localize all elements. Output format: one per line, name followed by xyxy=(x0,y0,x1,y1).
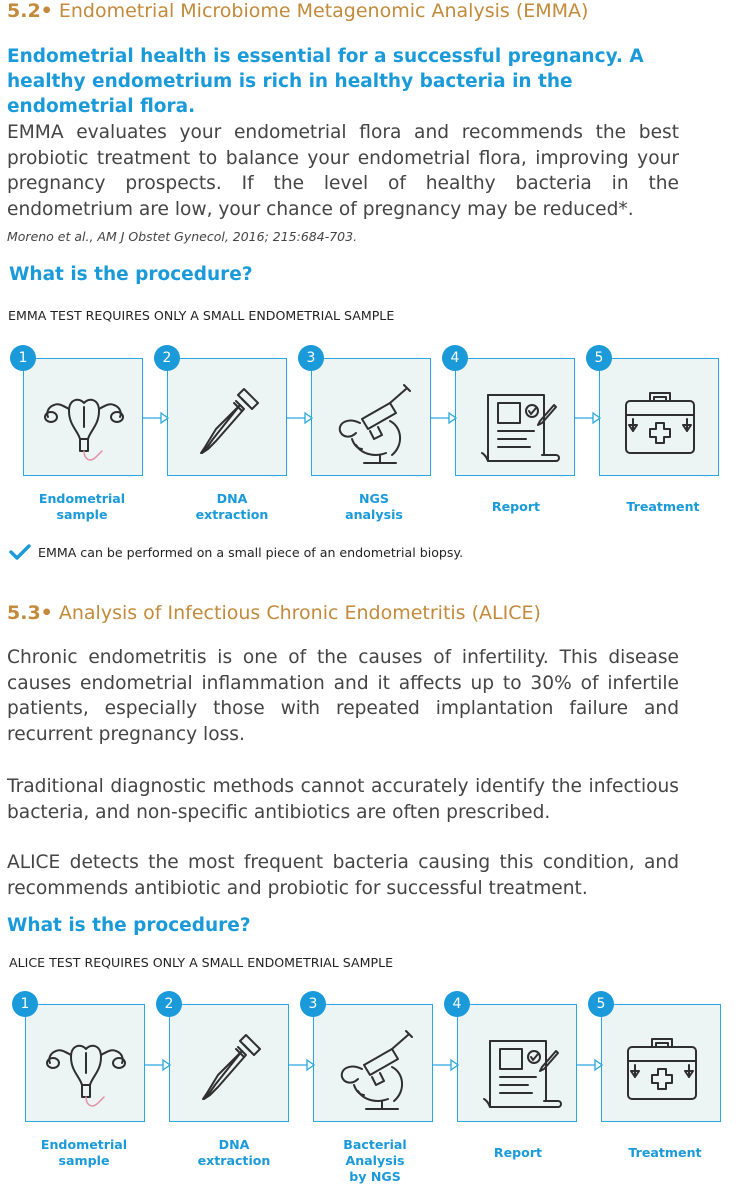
emma-requirement-note: EMMA TEST REQUIRES ONLY A SMALL ENDOMETRIAL SAMPLE xyxy=(8,308,395,323)
arrow-right-icon xyxy=(289,1058,315,1072)
arrow-right-icon xyxy=(145,1058,171,1072)
emma-step-2-label xyxy=(167,491,297,523)
uterus-icon xyxy=(26,1005,146,1123)
emma-section-title-text: Endometrial Microbiome Metagenomic Analysis (EMMA) xyxy=(58,0,589,22)
step-label-line: Endometrial xyxy=(40,1137,128,1152)
emma-step-2-badge: 2 xyxy=(154,345,180,371)
report-icon xyxy=(456,359,576,477)
emma-check-note-text: EMMA can be performed on a small piece of an endometrial biopsy. xyxy=(38,545,464,560)
alice-step-3-box xyxy=(313,1004,433,1122)
alice-section-title xyxy=(7,602,541,624)
arrow-right-icon xyxy=(287,411,313,425)
step-label-line: by NGS xyxy=(349,1169,401,1184)
emma-section-title xyxy=(7,0,588,22)
medkit-icon xyxy=(602,1005,722,1123)
uterus-icon xyxy=(24,359,144,477)
alice-step-4-label: Report xyxy=(493,1145,543,1160)
dropper-icon xyxy=(170,1005,290,1123)
emma-step-4-badge: 4 xyxy=(442,345,468,371)
alice-step-5-badge: 5 xyxy=(588,991,614,1017)
emma-citation: Moreno et al., AM J Obstet Gynecol, 2016; 215:684-703. xyxy=(7,229,358,244)
step-label-line: DNA xyxy=(216,491,248,506)
step-label-line: DNA xyxy=(218,1137,250,1152)
step-label-line: NGS xyxy=(359,491,389,506)
alice-section-title-text: Analysis of Infectious Chronic Endometritis (ALICE) xyxy=(58,602,541,624)
alice-description-3: ALICE detects the most frequent bacteria causing this condition, and recommends antibiotic and probiotic for successful treatment. xyxy=(7,852,679,899)
step-label-line: Analysis xyxy=(345,1153,405,1168)
emma-step-4-box xyxy=(455,358,575,476)
emma-step-4-label: Report xyxy=(491,499,541,514)
alice-description-1: Chronic endometritis is one of the causes of infertility. This disease causes endometrial inflammation and it affects up to 30% of infertile patients, especially those with repeated implantation failure and recurrent pregnancy loss. xyxy=(7,647,679,745)
report-icon xyxy=(458,1005,578,1123)
arrow-right-icon xyxy=(143,411,169,425)
alice-step-5-label: Treatment xyxy=(628,1145,702,1160)
microscope-icon xyxy=(314,1005,434,1123)
alice-step-2-badge: 2 xyxy=(156,991,182,1017)
step-label-line: Endometrial xyxy=(38,491,126,506)
step-label-line: sample xyxy=(58,1153,110,1168)
alice-step-3-badge: 3 xyxy=(300,991,326,1017)
emma-step-3-box xyxy=(311,358,431,476)
emma-procedure-heading: What is the procedure? xyxy=(9,264,253,285)
arrow-right-icon xyxy=(577,1058,603,1072)
dropper-icon xyxy=(168,359,288,477)
step-label-line: sample xyxy=(56,507,108,522)
alice-step-1-box xyxy=(25,1004,145,1122)
step-label-line: extraction xyxy=(197,1153,271,1168)
emma-description: EMMA evaluates your endometrial flora and recommends the best probiotic treatment to balance your endometrial flora, improving your pregnancy prospects. If the level of healthy bacteria in the endometrium are low, your chance of pregnancy may be reduced*. xyxy=(7,122,679,220)
emma-step-1-label xyxy=(17,491,147,523)
medkit-icon xyxy=(600,359,720,477)
alice-step-1-badge: 1 xyxy=(12,991,38,1017)
emma-step-2-box xyxy=(167,358,287,476)
emma-step-3-label xyxy=(309,491,439,523)
alice-section-number: 5.3• xyxy=(7,602,53,624)
microscope-icon xyxy=(312,359,432,477)
emma-lead-text: Endometrial health is essential for a successful pregnancy. A healthy endometrium is rich in healthy bacteria in the endometrial flora. xyxy=(7,46,644,117)
arrow-right-icon xyxy=(433,1058,459,1072)
emma-section-number: 5.2• xyxy=(7,0,53,22)
step-label-line: Bacterial xyxy=(343,1137,407,1152)
alice-step-3-label xyxy=(310,1137,440,1185)
emma-step-1-box xyxy=(23,358,143,476)
alice-procedure-heading: What is the procedure? xyxy=(7,915,251,936)
emma-step-3-badge: 3 xyxy=(298,345,324,371)
alice-step-5-box xyxy=(601,1004,721,1122)
arrow-right-icon xyxy=(431,411,457,425)
emma-step-5-label: Treatment xyxy=(626,499,700,514)
checkmark-icon xyxy=(9,544,31,560)
arrow-right-icon xyxy=(575,411,601,425)
emma-step-5-badge: 5 xyxy=(586,345,612,371)
alice-step-4-box xyxy=(457,1004,577,1122)
alice-step-2-label xyxy=(169,1137,299,1169)
alice-step-2-box xyxy=(169,1004,289,1122)
step-label-line: extraction xyxy=(195,507,269,522)
emma-step-5-box xyxy=(599,358,719,476)
alice-step-4-badge: 4 xyxy=(444,991,470,1017)
step-label-line: analysis xyxy=(345,507,403,522)
emma-step-1-badge: 1 xyxy=(10,345,36,371)
alice-requirement-note: ALICE TEST REQUIRES ONLY A SMALL ENDOMETRIAL SAMPLE xyxy=(9,955,394,970)
alice-description-2: Traditional diagnostic methods cannot accurately identify the infectious bacteria, and non-specific antibiotics are often prescribed. xyxy=(7,776,679,823)
alice-step-1-label xyxy=(19,1137,149,1169)
